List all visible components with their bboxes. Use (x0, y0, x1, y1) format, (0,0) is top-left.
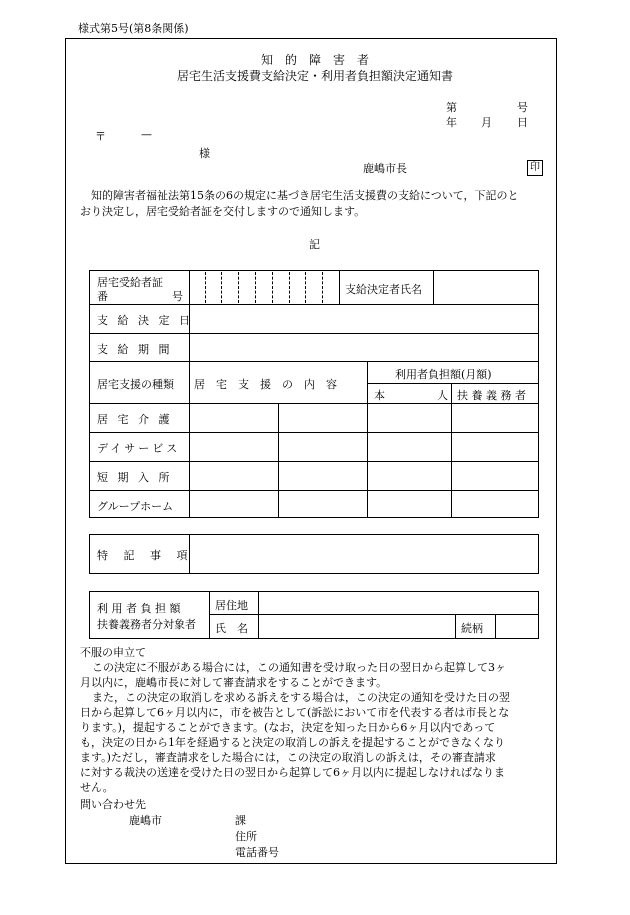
appeal-line-7: ます。)ただし，審査請求をした場合には，この決定の取消しの訴えは，その審査請求 (80, 751, 496, 764)
self-label-b: 人 (437, 389, 448, 402)
appeal-line-6: も，決定の日から1年を経過すると決定の取消しの訴えを提起することができなくなり (80, 736, 505, 749)
period-label: 支 給 期 間 (97, 343, 173, 356)
appeal-line-5: ります。)，提起することができます。(なお，決定を知った日から6ヶ月以内であって (80, 721, 496, 734)
contact-address: 住所 (235, 830, 257, 843)
row-short-stay: 短 期 入 所 (97, 471, 173, 484)
relation-label: 続柄 (461, 622, 483, 635)
supporter-label: 扶 養 義 務 者 (457, 389, 526, 402)
title-line-1: 知 的 障 害 者 (260, 53, 369, 67)
seal-mark: 印 (527, 160, 543, 176)
appeal-line-4: 日から起算して6ヶ月以内に，市を被告として(訴訟において市を代表する者は市長とな (80, 706, 510, 719)
notes-label: 特 記 事 項 (97, 549, 194, 562)
appeal-line-3: また，この決定の取消しを求める訴えをする場合は，この決定の通知を受けた日の翌 (92, 691, 510, 704)
residence-label: 居住地 (215, 599, 248, 612)
appeal-line-8: に対する裁決の送達を受けた日の翌日から起算して6ヶ月以内に提起しなければなりま (80, 766, 505, 779)
self-label-a: 本 (374, 389, 385, 402)
name-label: 氏 名 (215, 622, 248, 635)
number-go: 号 (517, 101, 528, 114)
date-day: 日 (517, 116, 528, 129)
cert-no-label-1: 居宅受給者証 (97, 276, 163, 289)
postal-mark: 〒 (95, 130, 106, 143)
type-label: 居宅支援の種類 (97, 378, 174, 391)
row-day-service: デイサービス (97, 442, 181, 455)
content-label: 居 宅 支 援 の 内 容 (194, 378, 337, 391)
appeal-line-1: この決定に不服がある場合には，この通知書を受け取った日の翌日から起算して3ヶ (92, 661, 506, 674)
contact-section: 課 (235, 814, 246, 827)
intro-line-2: おり決定し，居宅受給者証を交付しますので通知します。 (80, 205, 366, 218)
date-year: 年 (446, 116, 457, 129)
cert-no-label-2a: 番 (97, 290, 108, 303)
contact-phone: 電話番号 (235, 846, 279, 859)
decider-name-label: 支給決定者氏名 (345, 283, 422, 296)
form-number: 様式第5号(第8条関係) (78, 22, 189, 35)
row-group-home: グループホーム (97, 500, 174, 513)
appeal-line-9: せん。 (80, 781, 114, 794)
appeal-line-2: 月以内に，鹿嶋市長に対して審査請求をすることができます。 (80, 676, 388, 689)
date-month: 月 (481, 116, 492, 129)
ki-heading: 記 (309, 238, 320, 251)
row-home-care: 居 宅 介 護 (97, 413, 173, 426)
contact-city: 鹿嶋市 (129, 814, 162, 827)
contact-heading: 問い合わせ先 (80, 798, 146, 811)
number-dai: 第 (446, 101, 457, 114)
recipient-sama: 様 (199, 147, 210, 160)
cert-no-label-2b: 号 (172, 290, 183, 303)
burden-target-label-1: 利 用 者 負 担 額 (97, 602, 181, 615)
intro-line-1: 知的障害者福祉法第15条の6の規定に基づき居宅生活支援費の支給について，下記のと (91, 189, 519, 202)
burden-target-label-2: 扶養義務者分対象者 (97, 618, 196, 631)
decision-date-label: 支 給 決 定 日 (97, 314, 193, 327)
sender-name: 鹿嶋市長 (363, 162, 407, 175)
title-line-2: 居宅生活支援費支給決定・利用者負担額決定通知書 (176, 69, 453, 83)
burden-label: 利用者負担額(月額) (395, 368, 492, 381)
postal-dash: — (141, 128, 152, 141)
appeal-heading: 不服の申立て (80, 646, 146, 659)
